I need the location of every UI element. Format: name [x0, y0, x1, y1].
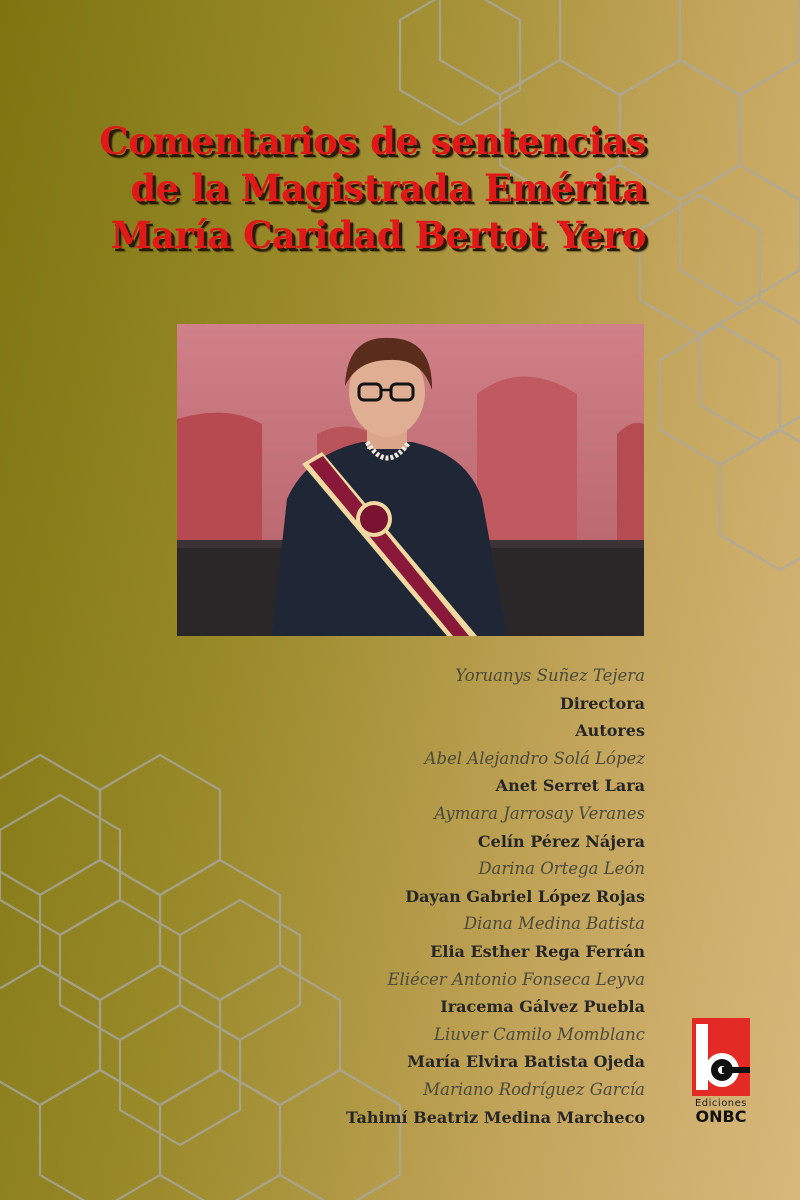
credit-author: Liuver Camilo Momblanc: [434, 1024, 645, 1044]
publisher-name: ONBC: [695, 1107, 747, 1126]
credit-author: Tahimí Beatriz Medina Marcheco: [346, 1107, 645, 1127]
credit-author: Mariano Rodríguez García: [423, 1079, 645, 1099]
credit-author: Diana Medina Batista: [463, 914, 645, 934]
credit-author: Iracema Gálvez Puebla: [440, 997, 645, 1017]
title-line-3: María Caridad Bertot Yero: [110, 213, 646, 257]
credit-author: Anet Serret Lara: [495, 776, 645, 796]
title-line-2: de la Magistrada Emérita: [130, 166, 646, 210]
credit-authors-heading: Autores: [575, 721, 645, 741]
credit-author: Eliécer Antonio Fonseca Leyva: [387, 969, 645, 989]
publisher-logo: [690, 1018, 752, 1128]
title-line-1: Comentarios de sentencias: [99, 119, 646, 163]
book-title: [60, 118, 646, 259]
credit-author: Darina Ortega León: [478, 859, 645, 879]
portrait-photo: [177, 324, 644, 636]
publisher-logo-mark: [692, 1018, 750, 1096]
credit-author: Abel Alejandro Solá López: [424, 748, 645, 768]
publisher-label: Ediciones: [694, 1098, 748, 1109]
credit-author: Aymara Jarrosay Veranes: [434, 803, 645, 823]
credit-author: Celín Pérez Nájera: [477, 831, 645, 851]
credits-list: [225, 662, 645, 1131]
credit-director-role: Directora: [559, 693, 645, 713]
credit-author: María Elvira Batista Ojeda: [407, 1052, 645, 1072]
credit-author: Dayan Gabriel López Rojas: [405, 886, 645, 906]
credit-director-name: Yoruanys Suñez Tejera: [455, 666, 645, 685]
credit-author: Elia Esther Rega Ferrán: [430, 941, 645, 961]
